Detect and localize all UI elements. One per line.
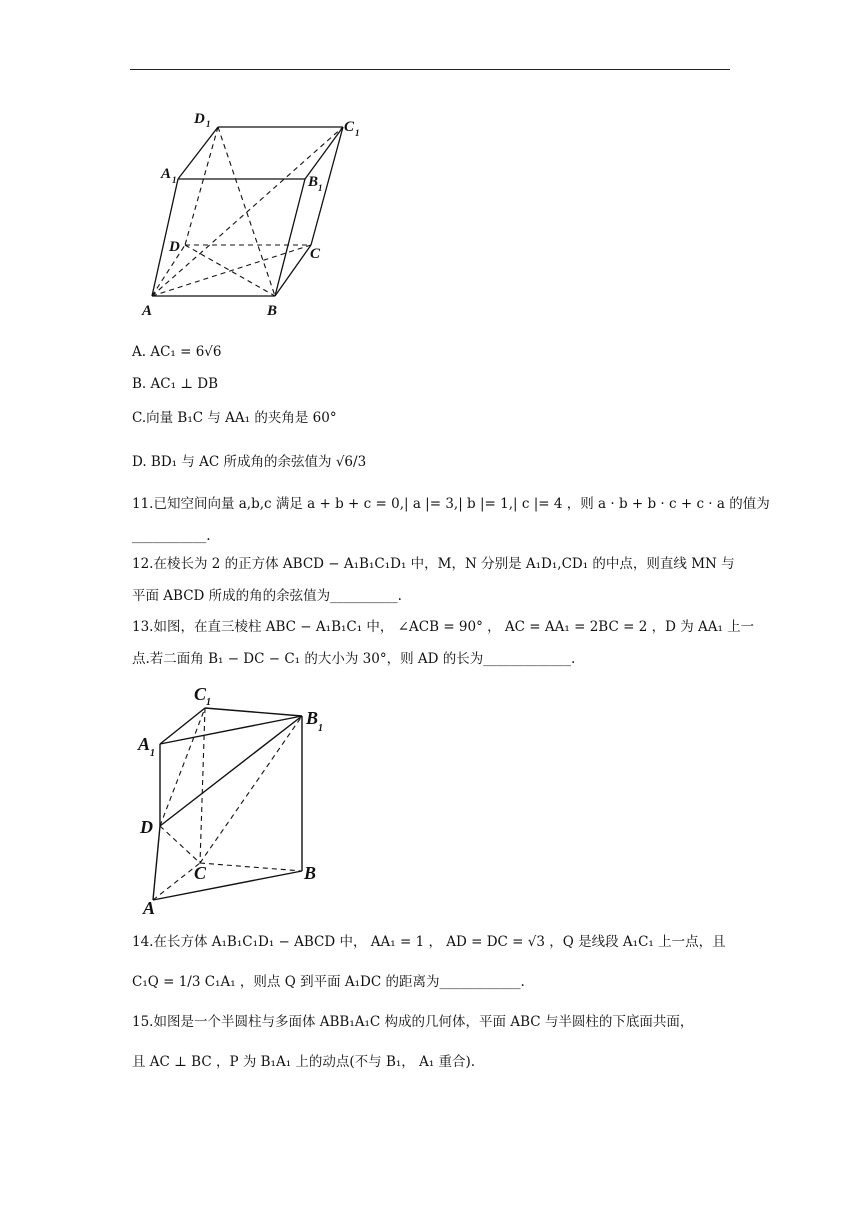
- option-b: B. AC₁ ⊥ DB: [132, 376, 219, 392]
- label-c1: C: [344, 119, 355, 135]
- label-d1-sub: 1: [206, 119, 211, 129]
- label-b: B: [267, 303, 278, 319]
- parallelepiped-figure: [130, 100, 370, 322]
- q14-line2: C₁Q = 1/3 C₁A₁ ，则点 Q 到平面 A₁DC 的距离为____________.: [132, 974, 525, 990]
- label-d1: D: [194, 111, 205, 127]
- label-a: A: [142, 303, 153, 319]
- label-d: D: [169, 239, 180, 255]
- label-b1-sub: 1: [318, 723, 323, 734]
- label-b1: B: [306, 708, 319, 728]
- q11-line2: ___________.: [132, 528, 211, 544]
- option-d: D. BD₁ 与 AC 所成角的余弦值为 √6/3: [132, 454, 367, 470]
- label-b: B: [304, 863, 317, 883]
- label-c1: C: [194, 684, 207, 704]
- q12-line1: 12.在棱长为 2 的正方体 ABCD − A₁B₁C₁D₁ 中，M，N 分别是 A₁D₁,CD₁ 的中点，则直线 MN 与: [132, 556, 735, 572]
- q14-line1: 14.在长方体 A₁B₁C₁D₁ − ABCD 中， AA₁ = 1 ， AD = DC = √3 ，Q 是线段 A₁C₁ 上一点，且: [132, 934, 726, 950]
- q13-line1: 13.如图，在直三棱柱 ABC − A₁B₁C₁ 中， ∠ACB = 90° ， AC = AA₁ = 2BC = 2 ，D 为 AA₁ 上一: [132, 619, 755, 635]
- label-a1: A: [161, 166, 172, 182]
- label-b1: B: [308, 174, 319, 190]
- option-a: A. AC₁ = 6√6: [132, 344, 222, 360]
- q15-line2: 且 AC ⊥ BC ，P 为 B₁A₁ 上的动点(不与 B₁， A₁ 重合).: [132, 1054, 476, 1070]
- label-a1: A: [138, 734, 151, 754]
- q12-line2: 平面 ABCD 所成的角的余弦值为__________.: [132, 588, 402, 604]
- label-a: A: [143, 898, 156, 918]
- q13-line2: 点.若二面角 B₁ − DC − C₁ 的大小为 30°，则 AD 的长为_____________.: [132, 651, 576, 667]
- q15-line1: 15.如图是一个半圆柱与多面体 ABB₁A₁C 构成的几何体，平面 ABC 与半圆柱的下底面共面，: [132, 1014, 694, 1030]
- label-c1-sub: 1: [355, 128, 360, 138]
- header-rule: [130, 69, 730, 70]
- q11-line1: 11.已知空间向量 a,b,c 满足 a + b + c = 0,| a |= 3,| b |= 1,| c |= 4 ，则 a · b + b · c + c · a 的值为: [132, 496, 770, 512]
- label-a1-sub: 1: [150, 748, 155, 759]
- label-c: C: [194, 863, 207, 883]
- label-c: C: [310, 246, 321, 262]
- label-b1-sub: 1: [318, 183, 323, 193]
- label-c1-sub: 1: [206, 697, 211, 708]
- option-c: C.向量 B₁C 与 AA₁ 的夹角是 60°: [132, 410, 337, 426]
- prism-figure: [130, 678, 350, 918]
- label-d: D: [140, 817, 153, 837]
- label-a1-sub: 1: [172, 175, 177, 185]
